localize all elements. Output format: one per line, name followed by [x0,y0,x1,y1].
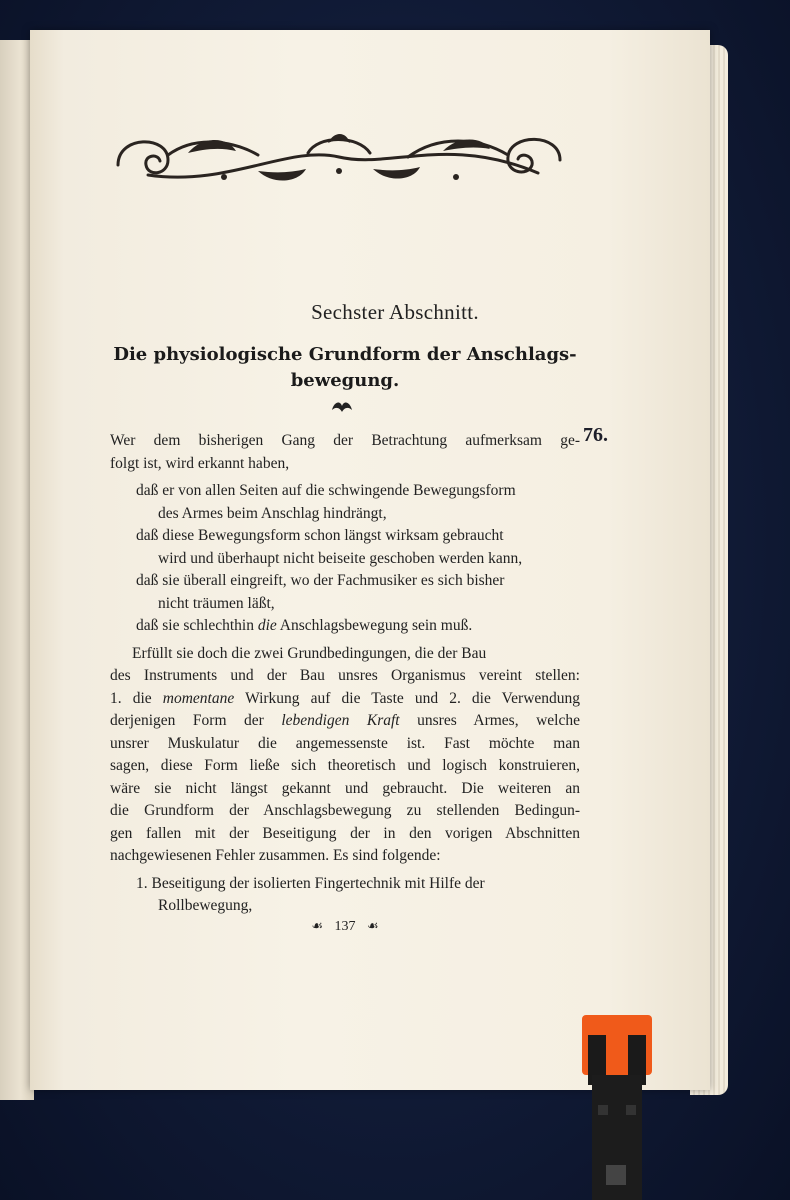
text-line [110,710,580,733]
text-span: daß sie schlechthin [136,617,254,634]
text-line: daß sie überall eingreift, wo der Fachmusiker es sich bisher [136,572,505,589]
text-span: 1. die [110,689,152,707]
text-line [110,688,580,711]
floral-ornament-headpiece [108,125,570,190]
text-line: wird und überhaupt nicht beiseite geschoben werden kann, [158,549,523,567]
text-span: derjenigen Form der [110,712,264,729]
emphasis-text: momentane [162,689,235,707]
text-span: Wirkung auf die Taste und 2. die Verwendung [245,689,581,707]
chapter-title [105,342,585,394]
body-text [110,430,580,918]
chapter-title-line-1: Die physiologische Grundform der Anschlags- [113,344,577,365]
page-number: 137 [334,919,356,934]
left-page-edge [0,40,34,1100]
text-line: Wer dem bisherigen Gang der Betrachtung aufmerksam ge- [110,432,580,449]
text-span: unsres Armes, welche [417,712,580,729]
text-line: des Armes beim Anschlag hindrängt, [158,504,387,522]
text-line: Rollbewegung, [158,897,253,914]
margin-annotation: 76. [583,424,608,446]
footer-ornament-left: ☙ [311,918,323,933]
text-line: Erfüllt sie doch die zwei Grundbedingungen, die der Bau [132,644,487,662]
chapter-title-line-2: bewegung. [290,370,400,391]
text-span: Anschlagsbewegung sein muß. [279,617,473,634]
text-line: nicht träumen läßt, [158,594,275,612]
text-line: sagen, diese Form ließe sich theoretisch und logisch konstruieren, [110,757,580,774]
text-line: des Instruments und der Bau unsres Organismus vereint stellen: [110,667,580,684]
small-ornament [330,398,354,414]
text-line [110,615,580,638]
text-line: nachgewiesenen Fehler zusammen. Es sind folgende: [110,847,441,864]
text-line: folgt ist, wird erkannt haben, [110,454,290,472]
text-line: daß er von allen Seiten auf die schwingende Bewegungsform [136,482,516,499]
text-line: 1. Beseitigung der isolierten Fingertechnik mit Hilfe der [136,874,485,892]
page-clip [582,1015,652,1200]
text-line: wäre sie nicht längst gekannt und gebraucht. Die weiteren an [110,779,580,797]
footer-ornament-right: ☙ [367,918,379,933]
page-footer [0,918,690,935]
text-line: daß diese Bewegungsform schon längst wirksam gebraucht [136,527,504,544]
emphasis-text: die [257,617,277,634]
text-line: gen fallen mit der Beseitigung der in den vorigen Abschnitten [110,824,580,842]
emphasis-text: lebendigen Kraft [281,712,400,729]
section-title: Sechster Abschnitt. [311,300,479,324]
text-line: die Grundform der Anschlagsbewegung zu stellenden Bedingun- [110,802,580,819]
text-line: unsrer Muskulatur die angemessenste ist. Fast möchte man [110,734,580,752]
